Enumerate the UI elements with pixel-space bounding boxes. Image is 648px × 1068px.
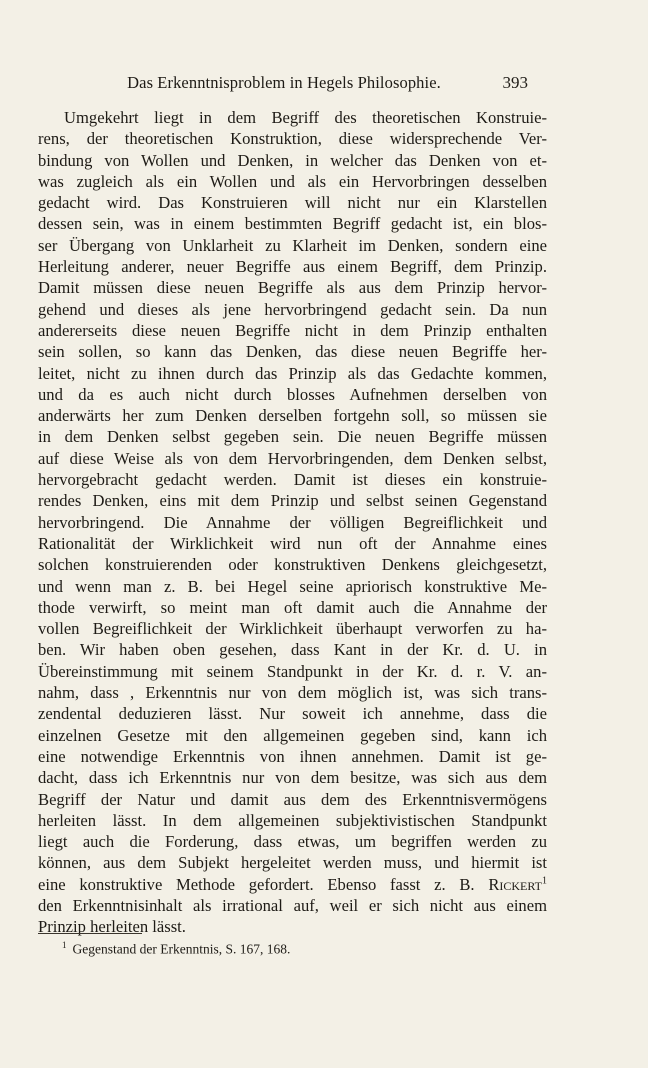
page-number: 393 — [502, 73, 528, 92]
text-line: Begriff der Natur und damit aus dem des Erkenntnisvermögens — [38, 789, 547, 809]
footnote-separator — [38, 933, 142, 934]
text-line: hervorgebracht gedacht werden. Damit ist dieses ein konstruie- — [38, 470, 547, 490]
text-line: Damit müssen diese neuen Begriffe als aus dem Prinzip hervor- — [38, 278, 547, 298]
text-line: Prinzip herleiten lässt. — [38, 917, 186, 937]
text-line: solchen konstruierenden oder konstruktiven Denkens gleichgesetzt, — [38, 555, 547, 575]
text-segment: eine konstruktive Methode gefordert. Ebenso fasst z. B. — [38, 874, 489, 894]
text-line-with-footnote-ref — [38, 874, 547, 895]
text-line: gedacht wird. Das Konstruieren will nicht nur ein Klarstellen — [38, 193, 547, 213]
text-line: hervorbringend. Die Annahme der völligen Begreiflichkeit und — [38, 512, 547, 532]
running-head — [38, 72, 530, 94]
text-line: andererseits diese neuen Begriffe nicht in dem Prinzip enthalten — [38, 320, 547, 340]
text-line: herleiten lässt. In dem allgemeinen subjektivistischen Standpunkt — [38, 810, 547, 830]
text-line: ben. Wir haben oben gesehen, dass Kant in der Kr. d. U. in — [38, 640, 547, 660]
text-line: anderwärts her zum Denken derselben fortgehn soll, so müssen sie — [38, 406, 547, 426]
text-line: und da es auch nicht durch blosses Aufnehmen derselben von — [38, 384, 547, 404]
text-line: dacht, dass ich Erkenntnis nur von dem besitze, was sich aus dem — [38, 768, 547, 788]
text-line: einzelnen Gesetze mit den allgemeinen gegeben sind, kann ich — [38, 725, 547, 745]
text-line: rens, der theoretischen Konstruktion, diese widersprechende Ver- — [38, 129, 547, 149]
text-line: nahm, dass , Erkenntnis nur von dem möglich ist, was sich trans- — [38, 683, 547, 703]
text-line: eine notwendige Erkenntnis von ihnen annehmen. Damit ist ge- — [38, 746, 547, 766]
text-line: sein sollen, so kann das Denken, das diese neuen Begriffe her- — [38, 342, 547, 362]
text-line: gehend und dieses als jene hervorbringend gedacht sein. Da nun — [38, 299, 547, 319]
text-line: Umgekehrt liegt in dem Begriff des theoretischen Konstruie- — [64, 108, 547, 127]
text-line: thode verwirft, so meint man oft damit auch die Annahme der — [38, 597, 547, 617]
footnote-text: Gegenstand der Erkenntnis, S. 167, 168. — [72, 941, 291, 957]
text-line: leitet, nicht zu ihnen durch das Prinzip als das Gedachte kommen, — [38, 363, 547, 383]
text-line: Herleitung anderer, neuer Begriffe aus einem Begriff, dem Prinzip. — [38, 257, 547, 277]
text-line: bindung von Wollen und Denken, in welcher das Denken von et- — [38, 150, 547, 170]
footnote-mark: 1 — [62, 940, 67, 950]
text-line: können, aus dem Subjekt hergeleitet werden muss, und hiermit ist — [38, 853, 547, 873]
text-line: zendental deduzieren lässt. Nur soweit ich annehme, dass die — [38, 704, 547, 724]
text-line: Rationalität der Wirklichkeit wird nun oft der Annahme eines — [38, 533, 547, 553]
author-name-rickert: Rickert — [488, 874, 542, 894]
text-line: und wenn man z. B. bei Hegel seine apriorisch konstruktive Me- — [38, 576, 547, 596]
text-line: rendes Denken, eins mit dem Prinzip und selbst seinen Gegenstand — [38, 491, 547, 511]
text-line: vollen Begreiflichkeit der Wirklichkeit überhaupt verworfen zu ha- — [38, 619, 547, 639]
text-line: ser Übergang von Unklarheit zu Klarheit im Denken, sondern eine — [38, 235, 547, 255]
text-line: in dem Denken selbst gegeben sein. Die neuen Begriffe müssen — [38, 427, 547, 447]
text-line: Übereinstimmung mit seinem Standpunkt in der Kr. d. r. V. an- — [38, 661, 547, 681]
main-text — [38, 107, 547, 938]
footnote-reference: 1 — [542, 875, 547, 887]
text-line: auf diese Weise als von dem Hervorbringenden, dem Denken selbst, — [38, 448, 547, 468]
running-title: Das Erkenntnisproblem in Hegels Philosophie. — [127, 73, 441, 92]
text-line: dessen sein, was in einem bestimmten Begriff gedacht ist, ein blos- — [38, 214, 547, 234]
text-line: liegt auch die Forderung, dass etwas, um begriffen werden zu — [38, 832, 547, 852]
text-line: den Erkenntnisinhalt als irrational auf, weil er sich nicht aus einem — [38, 895, 547, 915]
footnote — [62, 936, 290, 959]
text-line: was zugleich als ein Wollen und als ein Hervorbringen desselben — [38, 171, 547, 191]
